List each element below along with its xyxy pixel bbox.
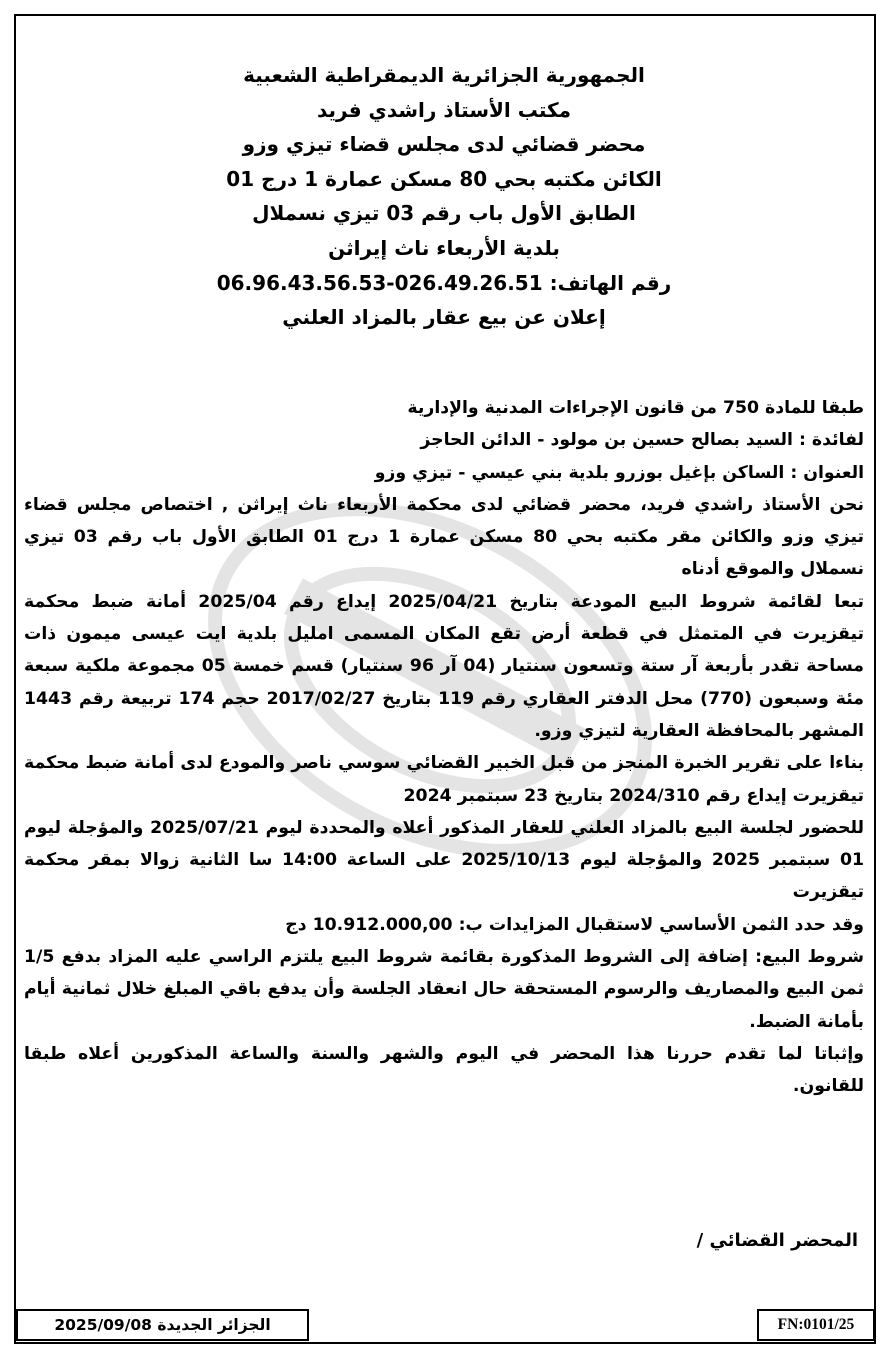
notice-title: إعلان عن بيع عقار بالمزاد العلني [282, 305, 606, 330]
notice-header [30, 58, 858, 335]
header-office: مكتب الأستاذ راشدي فريد [316, 97, 572, 122]
header-country: الجمهورية الجزائرية الديمقراطية الشعبية [243, 63, 645, 87]
auction-session: للحضور لجلسة البيع بالمزاد العلني للعقار المذكور أعلاه والمحددة ليوم 2025/07/21 والمؤجلة ليوم 01 سبتمبر 2025 والمؤجلة ليوم 2025/10/13 على الساعة 14:00 سا الثانية زوالا بمقر محكمة تيقزيرت [24, 817, 865, 903]
beneficiary: لفائدة : السيد بصالح حسين بن مولود - الدائن الحاجز [420, 430, 864, 451]
reference-box: FN:0101/25 [757, 1309, 875, 1341]
sale-conditions: شروط البيع: إضافة إلى الشروط المذكورة بقائمة شروط البيع يلتزم الراسي عليه المزاد بدفع 1/5 ثمن البيع والمصاريف والرسوم المستحقة حال انعقاد الجلسة وأن يدفع باقي المبلغ خلال ثمانية أيام بأمانة الضبط. [24, 947, 864, 1032]
beneficiary-address: العنوان : الساكن بإغيل بوزرو بلدية بني عيسي - تيزي وزو [374, 462, 864, 483]
notice-body [24, 392, 864, 1103]
header-phone: رقم الهاتف: 026.49.26.51-06.96.43.56.53 [216, 270, 672, 295]
base-price: وقد حدد الثمن الأساسي لاستقبال المزايدات ب: 10.912.000,00 دج [285, 914, 864, 935]
newspaper-date-box: الجزائر الجديدة 2025/09/08 [16, 1309, 309, 1341]
legal-basis: طبقا للمادة 750 من قانون الإجراءات المدنية والإدارية [407, 398, 864, 418]
signature: المحضر القضائي / [696, 1230, 858, 1251]
header-role: محضر قضائي لدى مجلس قضاء تيزي وزو [242, 132, 646, 157]
expert-report: بناءا على تقرير الخبرة المنجز من قبل الخبير القضائي سوسي ناصر والمودع لدى أمانة ضبط محكمة تيقزيرت إيداع رقم 2024/310 بتاريخ 23 سبتمبر 2024 [24, 753, 864, 806]
header-address-1: الكائن مكتبه بحي 80 مسكن عمارة 1 درج 01 [226, 166, 662, 191]
property-description: تبعا لقائمة شروط البيع المودعة بتاريخ 2025/04/21 إيداع رقم 2025/04 أمانة ضبط محكمة تيقزيرت في المتمثل في قطعة أرض تقع المكان المسمى امليل بلدية ايت عيسى ميمون ذات مساحة تقدر بأربعة آر ستة وتسعون سنتيار (04 آر 96 سنتيار) قسم خمسة 05 مجموعة ملكية سبعة مئة وسبعون (770) محل الدفتر العقاري رقم 119 بتاريخ 2017/02/27 حجم 174 تربيعة رقم 1443 المشهر بالمحافظة العقارية لتيزي وزو. [24, 591, 865, 741]
header-commune: بلدية الأربعاء ناث إيراثن [328, 235, 560, 260]
bailiff-statement: نحن الأستاذ راشدي فريد، محضر قضائي لدى محكمة الأربعاء ناث إيراثن , اختصاص مجلس قضاء تيزي وزو والكائن مقر مكتبه بحي 80 مسكن عمارة 1 درج 01 الطابق الأول باب رقم 03 تيزي نسملال والموقع أدناه [24, 494, 864, 580]
header-address-2: الطابق الأول باب رقم 03 تيزي نسملال [252, 201, 636, 226]
closing-statement: وإثباتا لما تقدم حررنا هذا المحضر في اليوم والشهر والسنة والساعة المذكورين أعلاه طبقا للقانون. [24, 1043, 864, 1097]
